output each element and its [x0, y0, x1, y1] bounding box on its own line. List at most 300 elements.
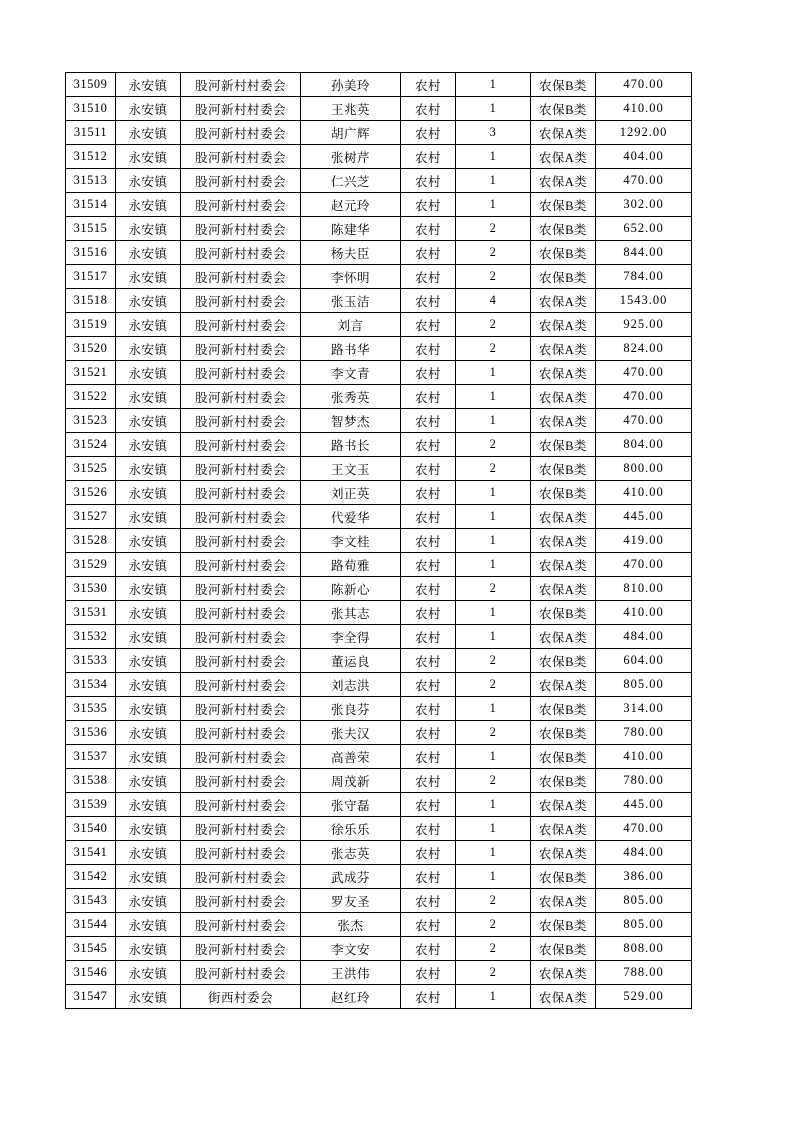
- table-row: [66, 913, 692, 937]
- cell-town: 永安镇: [116, 865, 181, 889]
- cell-name: 李文青: [301, 361, 401, 385]
- table-row: [66, 649, 692, 673]
- cell-type: 农村: [401, 817, 456, 841]
- cell-type: 农村: [401, 193, 456, 217]
- cell-amount: 314.00: [596, 697, 692, 721]
- cell-count: 2: [456, 313, 531, 337]
- cell-type: 农村: [401, 265, 456, 289]
- cell-town: 永安镇: [116, 985, 181, 1009]
- cell-town: 永安镇: [116, 289, 181, 313]
- cell-name: 代爱华: [301, 505, 401, 529]
- cell-id: 31547: [66, 985, 116, 1009]
- cell-id: 31536: [66, 721, 116, 745]
- cell-amount: 484.00: [596, 841, 692, 865]
- table-row: [66, 673, 692, 697]
- cell-town: 永安镇: [116, 169, 181, 193]
- table-row: [66, 73, 692, 97]
- cell-id: 31527: [66, 505, 116, 529]
- cell-type: 农村: [401, 769, 456, 793]
- cell-category: 农保A类: [531, 361, 596, 385]
- table-row: [66, 529, 692, 553]
- cell-amount: 445.00: [596, 793, 692, 817]
- cell-type: 农村: [401, 385, 456, 409]
- cell-id: 31546: [66, 961, 116, 985]
- cell-amount: 805.00: [596, 913, 692, 937]
- cell-type: 农村: [401, 697, 456, 721]
- cell-name: 刘言: [301, 313, 401, 337]
- cell-count: 2: [456, 673, 531, 697]
- cell-name: 路荀雅: [301, 553, 401, 577]
- cell-category: 农保B类: [531, 193, 596, 217]
- cell-name: 李文桂: [301, 529, 401, 553]
- cell-town: 永安镇: [116, 73, 181, 97]
- cell-amount: 800.00: [596, 457, 692, 481]
- cell-town: 永安镇: [116, 97, 181, 121]
- table-row: [66, 985, 692, 1009]
- cell-id: 31534: [66, 673, 116, 697]
- cell-name: 赵红玲: [301, 985, 401, 1009]
- cell-type: 农村: [401, 553, 456, 577]
- cell-type: 农村: [401, 289, 456, 313]
- cell-count: 1: [456, 385, 531, 409]
- cell-count: 1: [456, 361, 531, 385]
- cell-category: 农保B类: [531, 241, 596, 265]
- cell-village: 股河新村村委会: [181, 97, 301, 121]
- cell-amount: 1292.00: [596, 121, 692, 145]
- table-row: [66, 793, 692, 817]
- cell-town: 永安镇: [116, 913, 181, 937]
- cell-village: 股河新村村委会: [181, 697, 301, 721]
- cell-amount: 604.00: [596, 649, 692, 673]
- cell-village: 股河新村村委会: [181, 577, 301, 601]
- cell-category: 农保B类: [531, 601, 596, 625]
- cell-count: 2: [456, 217, 531, 241]
- cell-name: 李怀明: [301, 265, 401, 289]
- cell-id: 31539: [66, 793, 116, 817]
- cell-count: 2: [456, 721, 531, 745]
- cell-type: 农村: [401, 337, 456, 361]
- cell-amount: 780.00: [596, 769, 692, 793]
- cell-village: 股河新村村委会: [181, 817, 301, 841]
- table-row: [66, 193, 692, 217]
- cell-village: 街西村委会: [181, 985, 301, 1009]
- cell-amount: 410.00: [596, 601, 692, 625]
- cell-type: 农村: [401, 529, 456, 553]
- cell-amount: 386.00: [596, 865, 692, 889]
- cell-village: 股河新村村委会: [181, 193, 301, 217]
- cell-count: 4: [456, 289, 531, 313]
- cell-town: 永安镇: [116, 433, 181, 457]
- cell-id: 31516: [66, 241, 116, 265]
- cell-category: 农保B类: [531, 433, 596, 457]
- cell-town: 永安镇: [116, 265, 181, 289]
- cell-id: 31538: [66, 769, 116, 793]
- cell-village: 股河新村村委会: [181, 265, 301, 289]
- cell-type: 农村: [401, 481, 456, 505]
- cell-count: 2: [456, 889, 531, 913]
- cell-count: 2: [456, 241, 531, 265]
- cell-type: 农村: [401, 961, 456, 985]
- cell-type: 农村: [401, 361, 456, 385]
- cell-village: 股河新村村委会: [181, 649, 301, 673]
- cell-village: 股河新村村委会: [181, 553, 301, 577]
- cell-count: 1: [456, 625, 531, 649]
- cell-name: 陈建华: [301, 217, 401, 241]
- cell-village: 股河新村村委会: [181, 217, 301, 241]
- cell-id: 31526: [66, 481, 116, 505]
- cell-id: 31522: [66, 385, 116, 409]
- cell-count: 1: [456, 745, 531, 769]
- table-row: [66, 313, 692, 337]
- cell-id: 31545: [66, 937, 116, 961]
- cell-amount: 805.00: [596, 673, 692, 697]
- cell-name: 智梦杰: [301, 409, 401, 433]
- cell-type: 农村: [401, 865, 456, 889]
- cell-village: 股河新村村委会: [181, 289, 301, 313]
- cell-amount: 470.00: [596, 409, 692, 433]
- cell-amount: 788.00: [596, 961, 692, 985]
- cell-town: 永安镇: [116, 505, 181, 529]
- cell-town: 永安镇: [116, 553, 181, 577]
- cell-name: 董运良: [301, 649, 401, 673]
- cell-amount: 784.00: [596, 265, 692, 289]
- cell-id: 31524: [66, 433, 116, 457]
- cell-type: 农村: [401, 73, 456, 97]
- table-row: [66, 553, 692, 577]
- cell-category: 农保A类: [531, 169, 596, 193]
- cell-village: 股河新村村委会: [181, 745, 301, 769]
- cell-type: 农村: [401, 169, 456, 193]
- cell-town: 永安镇: [116, 889, 181, 913]
- cell-town: 永安镇: [116, 793, 181, 817]
- cell-category: 农保A类: [531, 841, 596, 865]
- cell-count: 1: [456, 793, 531, 817]
- table-row: [66, 769, 692, 793]
- cell-category: 农保A类: [531, 625, 596, 649]
- cell-village: 股河新村村委会: [181, 625, 301, 649]
- cell-category: 农保B类: [531, 937, 596, 961]
- cell-type: 农村: [401, 721, 456, 745]
- cell-category: 农保A类: [531, 385, 596, 409]
- cell-count: 1: [456, 985, 531, 1009]
- cell-town: 永安镇: [116, 649, 181, 673]
- table-row: [66, 841, 692, 865]
- table-row: [66, 265, 692, 289]
- cell-village: 股河新村村委会: [181, 433, 301, 457]
- cell-amount: 1543.00: [596, 289, 692, 313]
- cell-type: 农村: [401, 889, 456, 913]
- cell-village: 股河新村村委会: [181, 769, 301, 793]
- cell-town: 永安镇: [116, 481, 181, 505]
- cell-village: 股河新村村委会: [181, 505, 301, 529]
- cell-amount: 844.00: [596, 241, 692, 265]
- cell-amount: 445.00: [596, 505, 692, 529]
- cell-town: 永安镇: [116, 601, 181, 625]
- cell-village: 股河新村村委会: [181, 481, 301, 505]
- cell-category: 农保B类: [531, 721, 596, 745]
- table-row: [66, 865, 692, 889]
- cell-category: 农保A类: [531, 529, 596, 553]
- cell-id: 31509: [66, 73, 116, 97]
- cell-village: 股河新村村委会: [181, 529, 301, 553]
- cell-village: 股河新村村委会: [181, 241, 301, 265]
- cell-name: 赵元玲: [301, 193, 401, 217]
- cell-amount: 470.00: [596, 169, 692, 193]
- cell-id: 31511: [66, 121, 116, 145]
- cell-count: 1: [456, 409, 531, 433]
- cell-type: 农村: [401, 841, 456, 865]
- cell-count: 1: [456, 193, 531, 217]
- cell-category: 农保A类: [531, 961, 596, 985]
- cell-id: 31519: [66, 313, 116, 337]
- cell-amount: 470.00: [596, 817, 692, 841]
- cell-name: 路书长: [301, 433, 401, 457]
- cell-id: 31532: [66, 625, 116, 649]
- cell-type: 农村: [401, 217, 456, 241]
- cell-category: 农保B类: [531, 649, 596, 673]
- table-row: [66, 289, 692, 313]
- cell-category: 农保B类: [531, 457, 596, 481]
- cell-village: 股河新村村委会: [181, 361, 301, 385]
- cell-amount: 780.00: [596, 721, 692, 745]
- cell-type: 农村: [401, 601, 456, 625]
- cell-type: 农村: [401, 145, 456, 169]
- cell-amount: 410.00: [596, 481, 692, 505]
- cell-town: 永安镇: [116, 217, 181, 241]
- cell-town: 永安镇: [116, 841, 181, 865]
- cell-type: 农村: [401, 985, 456, 1009]
- cell-count: 1: [456, 481, 531, 505]
- table-row: [66, 217, 692, 241]
- table-row: [66, 121, 692, 145]
- cell-town: 永安镇: [116, 745, 181, 769]
- cell-name: 张良芬: [301, 697, 401, 721]
- cell-village: 股河新村村委会: [181, 457, 301, 481]
- cell-category: 农保B类: [531, 97, 596, 121]
- cell-type: 农村: [401, 313, 456, 337]
- cell-village: 股河新村村委会: [181, 673, 301, 697]
- cell-count: 1: [456, 841, 531, 865]
- cell-id: 31540: [66, 817, 116, 841]
- cell-amount: 302.00: [596, 193, 692, 217]
- cell-count: 1: [456, 97, 531, 121]
- cell-name: 徐乐乐: [301, 817, 401, 841]
- cell-town: 永安镇: [116, 241, 181, 265]
- table-row: [66, 433, 692, 457]
- cell-town: 永安镇: [116, 385, 181, 409]
- cell-village: 股河新村村委会: [181, 169, 301, 193]
- table-row: [66, 505, 692, 529]
- cell-name: 罗友圣: [301, 889, 401, 913]
- cell-category: 农保A类: [531, 985, 596, 1009]
- cell-type: 农村: [401, 577, 456, 601]
- cell-town: 永安镇: [116, 193, 181, 217]
- cell-type: 农村: [401, 505, 456, 529]
- cell-category: 农保A类: [531, 577, 596, 601]
- cell-count: 1: [456, 697, 531, 721]
- cell-name: 仁兴芝: [301, 169, 401, 193]
- cell-id: 31520: [66, 337, 116, 361]
- cell-name: 张玉洁: [301, 289, 401, 313]
- cell-category: 农保B类: [531, 865, 596, 889]
- cell-type: 农村: [401, 649, 456, 673]
- cell-id: 31525: [66, 457, 116, 481]
- cell-village: 股河新村村委会: [181, 961, 301, 985]
- cell-count: 1: [456, 145, 531, 169]
- table-row: [66, 409, 692, 433]
- table-row: [66, 145, 692, 169]
- cell-amount: 808.00: [596, 937, 692, 961]
- cell-id: 31510: [66, 97, 116, 121]
- cell-village: 股河新村村委会: [181, 409, 301, 433]
- cell-id: 31515: [66, 217, 116, 241]
- cell-name: 刘正英: [301, 481, 401, 505]
- cell-category: 农保B类: [531, 217, 596, 241]
- cell-count: 1: [456, 169, 531, 193]
- cell-name: 王兆英: [301, 97, 401, 121]
- cell-count: 1: [456, 601, 531, 625]
- cell-town: 永安镇: [116, 769, 181, 793]
- cell-village: 股河新村村委会: [181, 889, 301, 913]
- cell-count: 2: [456, 937, 531, 961]
- cell-id: 31521: [66, 361, 116, 385]
- table-row: [66, 601, 692, 625]
- table-row: [66, 385, 692, 409]
- cell-village: 股河新村村委会: [181, 937, 301, 961]
- cell-amount: 529.00: [596, 985, 692, 1009]
- cell-amount: 470.00: [596, 553, 692, 577]
- cell-category: 农保A类: [531, 505, 596, 529]
- table-row: [66, 361, 692, 385]
- table-row: [66, 889, 692, 913]
- cell-name: 周茂新: [301, 769, 401, 793]
- cell-count: 2: [456, 913, 531, 937]
- cell-town: 永安镇: [116, 817, 181, 841]
- cell-name: 张杰: [301, 913, 401, 937]
- cell-town: 永安镇: [116, 697, 181, 721]
- cell-town: 永安镇: [116, 577, 181, 601]
- table-row: [66, 169, 692, 193]
- cell-amount: 652.00: [596, 217, 692, 241]
- cell-name: 李文安: [301, 937, 401, 961]
- cell-type: 农村: [401, 97, 456, 121]
- table-row: [66, 481, 692, 505]
- cell-amount: 419.00: [596, 529, 692, 553]
- cell-amount: 484.00: [596, 625, 692, 649]
- cell-type: 农村: [401, 625, 456, 649]
- table-row: [66, 697, 692, 721]
- cell-category: 农保A类: [531, 673, 596, 697]
- cell-category: 农保A类: [531, 121, 596, 145]
- cell-village: 股河新村村委会: [181, 601, 301, 625]
- cell-category: 农保B类: [531, 769, 596, 793]
- cell-count: 2: [456, 769, 531, 793]
- cell-village: 股河新村村委会: [181, 841, 301, 865]
- cell-id: 31513: [66, 169, 116, 193]
- cell-name: 杨夫臣: [301, 241, 401, 265]
- table-row: [66, 97, 692, 121]
- cell-id: 31514: [66, 193, 116, 217]
- benefits-table: [65, 72, 692, 1009]
- cell-category: 农保A类: [531, 409, 596, 433]
- cell-town: 永安镇: [116, 529, 181, 553]
- cell-town: 永安镇: [116, 721, 181, 745]
- cell-category: 农保A类: [531, 889, 596, 913]
- cell-count: 2: [456, 577, 531, 601]
- cell-amount: 470.00: [596, 385, 692, 409]
- cell-type: 农村: [401, 745, 456, 769]
- cell-town: 永安镇: [116, 337, 181, 361]
- cell-count: 1: [456, 865, 531, 889]
- table-row: [66, 961, 692, 985]
- cell-count: 1: [456, 73, 531, 97]
- cell-village: 股河新村村委会: [181, 73, 301, 97]
- cell-category: 农保B类: [531, 913, 596, 937]
- cell-name: 路书华: [301, 337, 401, 361]
- cell-village: 股河新村村委会: [181, 721, 301, 745]
- cell-village: 股河新村村委会: [181, 793, 301, 817]
- cell-amount: 410.00: [596, 97, 692, 121]
- cell-name: 李全得: [301, 625, 401, 649]
- cell-count: 1: [456, 529, 531, 553]
- cell-id: 31535: [66, 697, 116, 721]
- cell-category: 农保B类: [531, 745, 596, 769]
- cell-village: 股河新村村委会: [181, 865, 301, 889]
- cell-id: 31531: [66, 601, 116, 625]
- cell-village: 股河新村村委会: [181, 913, 301, 937]
- cell-name: 张树芹: [301, 145, 401, 169]
- cell-amount: 404.00: [596, 145, 692, 169]
- cell-town: 永安镇: [116, 457, 181, 481]
- cell-village: 股河新村村委会: [181, 385, 301, 409]
- cell-id: 31537: [66, 745, 116, 769]
- cell-id: 31523: [66, 409, 116, 433]
- cell-town: 永安镇: [116, 313, 181, 337]
- cell-amount: 410.00: [596, 745, 692, 769]
- table-row: [66, 457, 692, 481]
- cell-category: 农保B类: [531, 697, 596, 721]
- table-row: [66, 625, 692, 649]
- cell-category: 农保A类: [531, 289, 596, 313]
- table-row: [66, 337, 692, 361]
- cell-category: 农保A类: [531, 817, 596, 841]
- cell-count: 2: [456, 433, 531, 457]
- cell-count: 1: [456, 505, 531, 529]
- cell-name: 刘志洪: [301, 673, 401, 697]
- cell-town: 永安镇: [116, 673, 181, 697]
- cell-count: 3: [456, 121, 531, 145]
- cell-category: 农保B类: [531, 265, 596, 289]
- cell-town: 永安镇: [116, 361, 181, 385]
- cell-town: 永安镇: [116, 145, 181, 169]
- cell-name: 王洪伟: [301, 961, 401, 985]
- cell-category: 农保A类: [531, 553, 596, 577]
- cell-id: 31517: [66, 265, 116, 289]
- cell-name: 张守磊: [301, 793, 401, 817]
- cell-id: 31542: [66, 865, 116, 889]
- cell-category: 农保A类: [531, 313, 596, 337]
- cell-amount: 470.00: [596, 361, 692, 385]
- cell-id: 31541: [66, 841, 116, 865]
- table-row: [66, 937, 692, 961]
- table-row: [66, 817, 692, 841]
- cell-id: 31512: [66, 145, 116, 169]
- cell-village: 股河新村村委会: [181, 121, 301, 145]
- table-row: [66, 745, 692, 769]
- cell-id: 31528: [66, 529, 116, 553]
- cell-type: 农村: [401, 913, 456, 937]
- table-row: [66, 241, 692, 265]
